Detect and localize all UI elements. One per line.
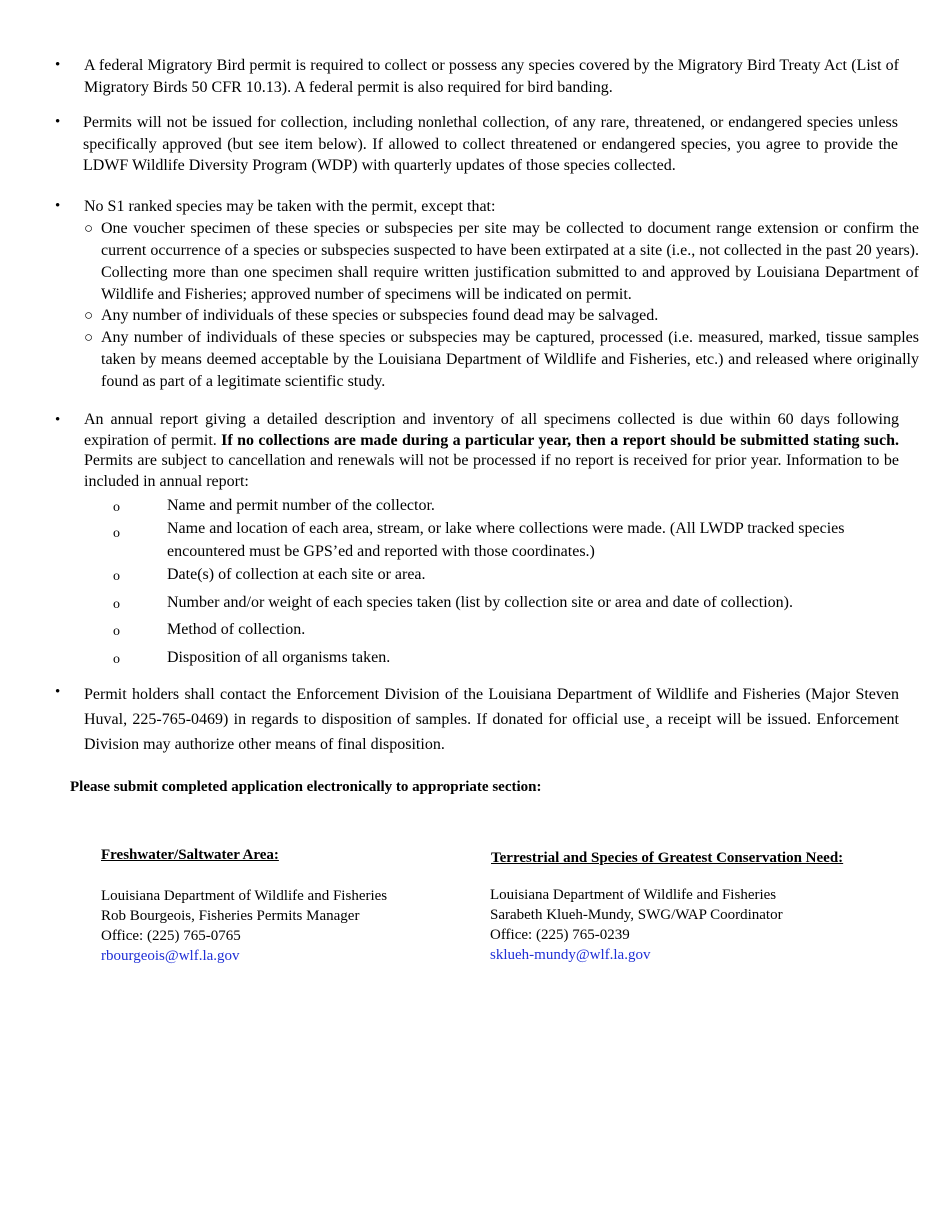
contact-office-phone: Office: (225) 765-0765 <box>101 928 241 944</box>
report-subitem-text: Disposition of all organisms taken. <box>167 649 391 666</box>
report-subitem-text: Date(s) of collection at each site or area. <box>167 566 426 583</box>
circle-bullet-icon: ○ <box>84 308 94 324</box>
s1-subitem-text: Any number of individuals of these species or subspecies found dead may be salvaged. <box>101 307 659 324</box>
no-collections-bold-text: If no collections are made during a particular year, then a report should be submitted stating such. <box>221 431 900 449</box>
contact-email-link[interactable]: rbourgeois@wlf.la.gov <box>101 948 240 964</box>
bullet-marker: • <box>55 412 61 428</box>
bullet-marker: • <box>55 684 61 700</box>
enforcement-paragraph: Permit holders shall contact the Enforcement Division of the Louisiana Department of Wildlife and Fisheries (Major Steven Huval, 225-765-0469) in regards to disposition of samples. If donated for official use¸ a receipt will be issued. Enforcement Division may authorize other means of final disposition. <box>84 686 899 753</box>
terrestrial-contact-block <box>491 848 843 868</box>
circle-bullet-icon: o <box>113 624 120 639</box>
s1-species-paragraph: No S1 ranked species may be taken with the permit, except that: <box>84 198 496 215</box>
annual-report-paragraph: An annual report giving a detailed description and inventory of all specimens collected is due within 60 days following expiration of permit. If no collections are made during a particular year, then a report should be submitted stating such. Permits are subject to cancellation and renewals will not be processed if no report is received for prior year. Information to be included in annual report: <box>84 411 900 490</box>
s1-subitem-text: Any number of individuals of these species or subspecies may be captured, processed (i.e. measured, marked, tissue samples taken by means deemed acceptable by the Louisiana Department of Wildlife and Fisheries, etc.) and released where originally found as part of a legitimate scientific study. <box>101 329 919 390</box>
report-subitem-text: Number and/or weight of each species taken (list by collection site or area and date of collection). <box>167 594 793 611</box>
contact-org: Louisiana Department of Wildlife and Fisheries <box>490 887 777 903</box>
contact-person: Sarabeth Klueh-Mundy, SWG/WAP Coordinator <box>490 907 783 923</box>
report-subitem-text: Name and location of each area, stream, or lake where collections were made. (All LWDP tracked species encountered must be GPS’ed and reported with those coordinates.) <box>167 520 845 560</box>
circle-bullet-icon: o <box>113 526 120 541</box>
contact-office-phone: Office: (225) 765-0239 <box>490 927 630 943</box>
freshwater-contact-details <box>101 886 387 966</box>
migratory-bird-permit-paragraph: A federal Migratory Bird permit is required to collect or possess any species covered by the Migratory Bird Treaty Act (List of Migratory Birds 50 CFR 10.13). A federal permit is also required for bird banding. <box>84 57 899 96</box>
contact-person: Rob Bourgeois, Fisheries Permits Manager <box>101 908 360 924</box>
freshwater-contact-block <box>101 845 279 865</box>
circle-bullet-icon: ○ <box>84 330 94 346</box>
circle-bullet-icon: ○ <box>84 221 94 237</box>
submit-instructions: Please submit completed application electronically to appropriate section: <box>70 779 542 795</box>
rare-species-paragraph: Permits will not be issued for collection, including nonlethal collection, of any rare, threatened, or endangered species unless specifically approved (but see item below). If allowed to collect threatened or endangered species, you agree to provide the LDWF Wildlife Diversity Program (WDP) with quarterly updates of those species collected. <box>83 114 898 174</box>
bullet-marker: • <box>55 198 61 214</box>
report-subitem-text: Name and permit number of the collector. <box>167 497 435 514</box>
s1-subitem <box>84 218 919 306</box>
freshwater-heading: Freshwater/Saltwater Area: <box>101 847 279 863</box>
circle-bullet-icon: o <box>113 500 120 515</box>
contact-org: Louisiana Department of Wildlife and Fisheries <box>101 888 388 904</box>
s1-subitem-text: One voucher specimen of these species or subspecies per site may be collected to document range extension or confirm the current occurrence of a species or subspecies suspected to have been extirpated at a site (i.e., not collected in the past 20 years). Collecting more than one specimen shall require written justification submitted to and approved by Louisiana Department of Wildlife and Fisheries; approved number of specimens will be indicated on permit. <box>101 220 919 303</box>
circle-bullet-icon: o <box>113 652 120 667</box>
circle-bullet-icon: o <box>113 569 120 584</box>
terrestrial-contact-details <box>490 885 783 965</box>
bullet-marker: • <box>55 114 61 130</box>
report-subitem-text: Method of collection. <box>167 621 306 638</box>
s1-subitem <box>84 305 919 327</box>
bullet-marker: • <box>55 57 61 73</box>
s1-subitem <box>84 327 919 393</box>
terrestrial-heading: Terrestrial and Species of Greatest Conservation Need: <box>491 850 844 866</box>
circle-bullet-icon: o <box>113 597 120 612</box>
contact-email-link[interactable]: sklueh-mundy@wlf.la.gov <box>490 947 651 963</box>
